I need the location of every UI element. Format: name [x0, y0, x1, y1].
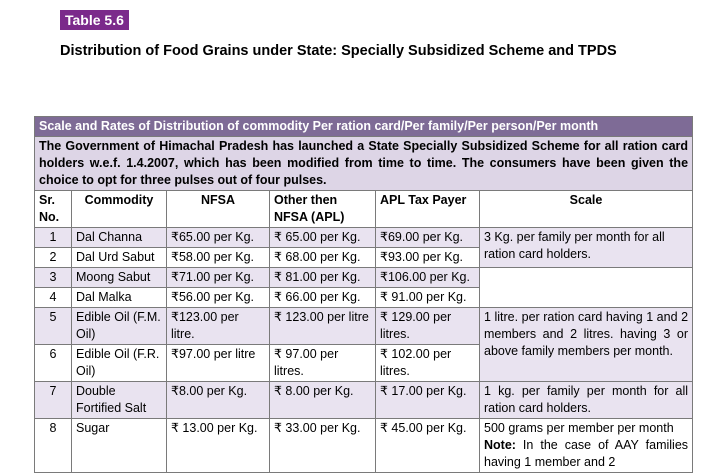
table-number-label: Table 5.6	[60, 10, 129, 30]
apl-tax-cell: ₹106.00 per Kg.	[376, 268, 480, 288]
scale-cell-salt: 1 kg. per family per month for all ration card holders.	[480, 382, 693, 419]
apl-tax-cell: ₹ 91.00 per Kg.	[376, 288, 480, 308]
commodity-cell: Dal Urd Sabut	[72, 248, 167, 268]
table-row	[35, 308, 693, 345]
nfsa-cell: ₹97.00 per litre	[167, 345, 270, 382]
apl-cell: ₹ 66.00 per Kg.	[270, 288, 376, 308]
apl-tax-cell: ₹ 102.00 per litres.	[376, 345, 480, 382]
col-header-apl-tax: APL Tax Payer	[376, 191, 480, 228]
col-header-scale: Scale	[480, 191, 693, 228]
sr-cell: 1	[35, 228, 72, 248]
table-header: Scale and Rates of Distribution of commodity Per ration card/Per family/Per person/Per month	[35, 117, 693, 137]
sr-cell: 3	[35, 268, 72, 288]
nfsa-cell: ₹58.00 per Kg.	[167, 248, 270, 268]
sr-cell: 4	[35, 288, 72, 308]
commodity-cell: Sugar	[72, 419, 167, 473]
commodity-cell: Dal Channa	[72, 228, 167, 248]
apl-cell: ₹ 8.00 per Kg.	[270, 382, 376, 419]
apl-cell: ₹ 68.00 per Kg.	[270, 248, 376, 268]
sugar-scale-text: 500 grams per member per month	[484, 421, 674, 435]
sr-cell: 8	[35, 419, 72, 473]
table-row	[35, 268, 693, 288]
apl-cell: ₹ 123.00 per litre	[270, 308, 376, 345]
table-row	[35, 228, 693, 248]
nfsa-cell: ₹65.00 per Kg.	[167, 228, 270, 248]
nfsa-cell: ₹71.00 per Kg.	[167, 268, 270, 288]
commodity-cell: Double Fortified Salt	[72, 382, 167, 419]
document-title: Distribution of Food Grains under State: Specially Subsidized Scheme and TPDS	[60, 43, 617, 59]
distribution-table	[34, 116, 693, 473]
nfsa-cell: ₹8.00 per Kg.	[167, 382, 270, 419]
commodity-cell: Edible Oil (F.R. Oil)	[72, 345, 167, 382]
commodity-cell: Edible Oil (F.M. Oil)	[72, 308, 167, 345]
col-header-commodity: Commodity	[72, 191, 167, 228]
apl-cell: ₹ 97.00 per litres.	[270, 345, 376, 382]
sugar-note	[484, 437, 688, 471]
apl-cell: ₹ 65.00 per Kg.	[270, 228, 376, 248]
col-header-nfsa: NFSA	[167, 191, 270, 228]
scale-cell-sugar	[480, 419, 693, 473]
apl-tax-cell: ₹ 129.00 per litres.	[376, 308, 480, 345]
sr-cell: 5	[35, 308, 72, 345]
sr-cell: 7	[35, 382, 72, 419]
table-row	[35, 419, 693, 473]
table-intro: The Government of Himachal Pradesh has launched a State Specially Subsidized Scheme for all ration card holders w.e.f. 1.4.2007, which has been modified from time to time. The consumers have been given the choice to opt for three pulses out of four pulses.	[35, 137, 693, 191]
sr-cell: 2	[35, 248, 72, 268]
col-header-apl: Other then NFSA (APL)	[270, 191, 376, 228]
apl-cell: ₹ 81.00 per Kg.	[270, 268, 376, 288]
note-label: Note:	[484, 438, 516, 452]
apl-tax-cell: ₹ 17.00 per Kg.	[376, 382, 480, 419]
scale-cell-oil: 1 litre. per ration card having 1 and 2 members and 2 litres. having 3 or above family members per month.	[480, 308, 693, 382]
sr-cell: 6	[35, 345, 72, 382]
col-header-sr: Sr. No.	[35, 191, 72, 228]
apl-tax-cell: ₹93.00 per Kg.	[376, 248, 480, 268]
commodity-cell: Dal Malka	[72, 288, 167, 308]
nfsa-cell: ₹ 13.00 per Kg.	[167, 419, 270, 473]
table-row	[35, 382, 693, 419]
commodity-cell: Moong Sabut	[72, 268, 167, 288]
scale-cell-empty	[480, 268, 693, 308]
note-text: In the case of AAY families having 1 member and 2	[484, 438, 689, 469]
apl-tax-cell: ₹69.00 per Kg.	[376, 228, 480, 248]
apl-cell: ₹ 33.00 per Kg.	[270, 419, 376, 473]
apl-tax-cell: ₹ 45.00 per Kg.	[376, 419, 480, 473]
nfsa-cell: ₹123.00 per litre.	[167, 308, 270, 345]
scale-cell-pulses: 3 Kg. per family per month for all ration card holders.	[480, 228, 693, 268]
nfsa-cell: ₹56.00 per Kg.	[167, 288, 270, 308]
